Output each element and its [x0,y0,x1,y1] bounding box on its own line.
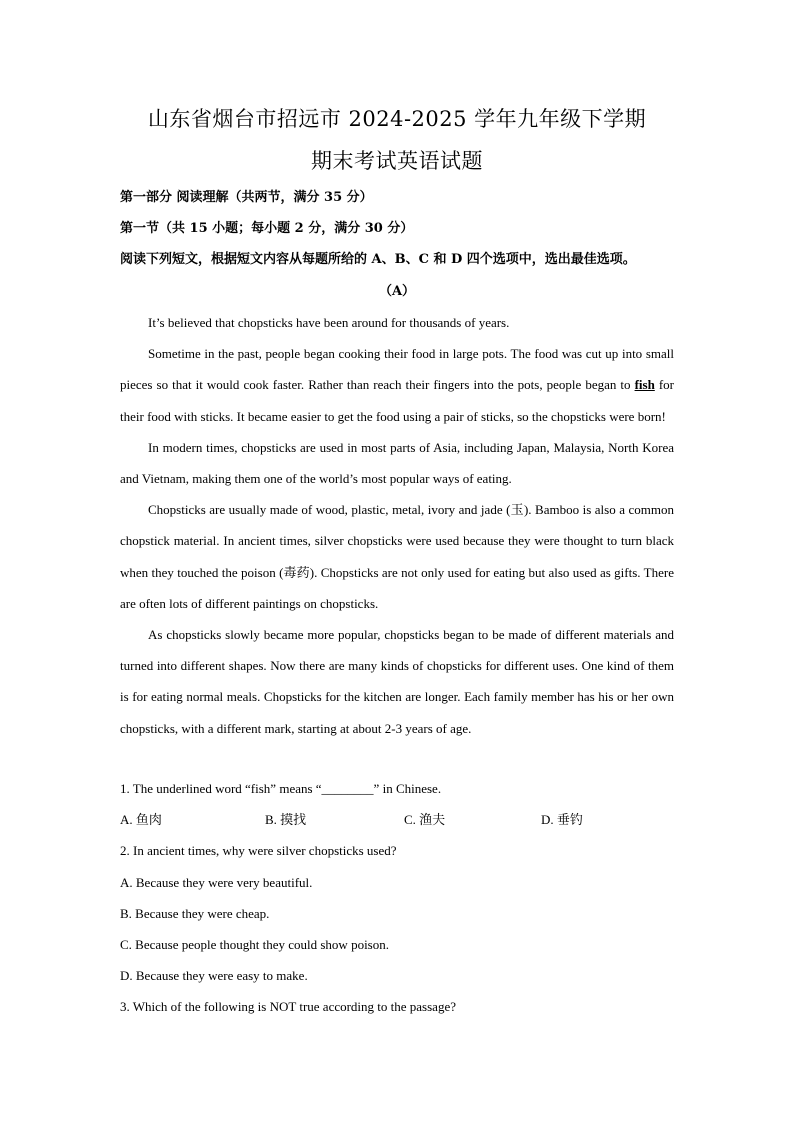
passage-label: （A） [378,284,416,299]
underlined-word: fish [634,377,655,393]
q1-option-a: A. 鱼肉 [120,812,162,828]
reading-passage [120,307,674,744]
q1-option-c: C. 渔夫 [404,812,446,828]
passage-paragraph-2 [120,338,674,432]
question-1-options [120,804,674,835]
q1-option-d: D. 垂钓 [541,812,583,828]
question-2-stem: 2. In ancient times, why were silver chopsticks used? [120,843,397,859]
paragraph-2-after: for their food with sticks. It became easier to get the food using a pair of sticks, so the chopsticks were born! [120,377,674,424]
paragraph-2-before: Sometime in the past, people began cooking their food in large pots. The food was cut up into small pieces so that it would cook faster. Rather than reach their fingers into the pots, people began to [120,346,674,393]
section-heading: 第一节（共 15 小题；每小题 2 分，满分 30 分） [120,221,414,236]
questions [120,773,674,1023]
passage-paragraph-5: As chopsticks slowly became more popular, chopsticks began to be made of different materials and turned into different shapes. Now there are many kinds of chopsticks for different uses. One kind of them is for eating normal meals. Chopsticks for the kitchen are longer. Each family member has his or her own chopsticks, with a different mark, starting at about 2-3 years of age. [120,627,674,736]
question-1-stem: 1. The underlined word “fish” means “________” in Chinese. [120,781,442,796]
exam-title-line1: 山东省烟台市招远市 2024-2025 学年九年级下学期 [147,107,647,131]
part-heading: 第一部分 阅读理解（共两节，满分 35 分） [120,190,373,205]
exam-title-line2: 期末考试英语试题 [311,149,483,173]
q2-option-a: A. Because they were very beautiful. [120,874,313,890]
passage-paragraph-1: It’s believed that chopsticks have been around for thousands of years. [148,315,510,330]
q2-option-c: C. Because people thought they could show poison. [120,937,389,952]
passage-paragraph-4: Chopsticks are usually made of wood, plastic, metal, ivory and jade (玉). Bamboo is also a common chopstick material. In ancient times, silver chopsticks were used because they were thought to turn black when they touched the poison (毒药). Chopsticks are not only used for eating but also used as gifts. There are often lots of different paintings on chopsticks. [120,502,674,611]
q2-option-d: D. Because they were easy to make. [120,968,308,984]
q1-option-b: B. 摸找 [265,812,307,828]
passage-paragraph-3: In modern times, chopsticks are used in most parts of Asia, including Japan, Malaysia, North Korea and Vietnam, making them one of the world’s most popular ways of eating. [120,439,674,487]
directions: 阅读下列短文，根据短文内容从每题所给的 A、B、C 和 D 四个选项中，选出最佳选项。 [120,252,636,267]
q2-option-b: B. Because they were cheap. [120,905,270,921]
question-3-stem: 3. Which of the following is NOT true according to the passage? [120,999,456,1015]
